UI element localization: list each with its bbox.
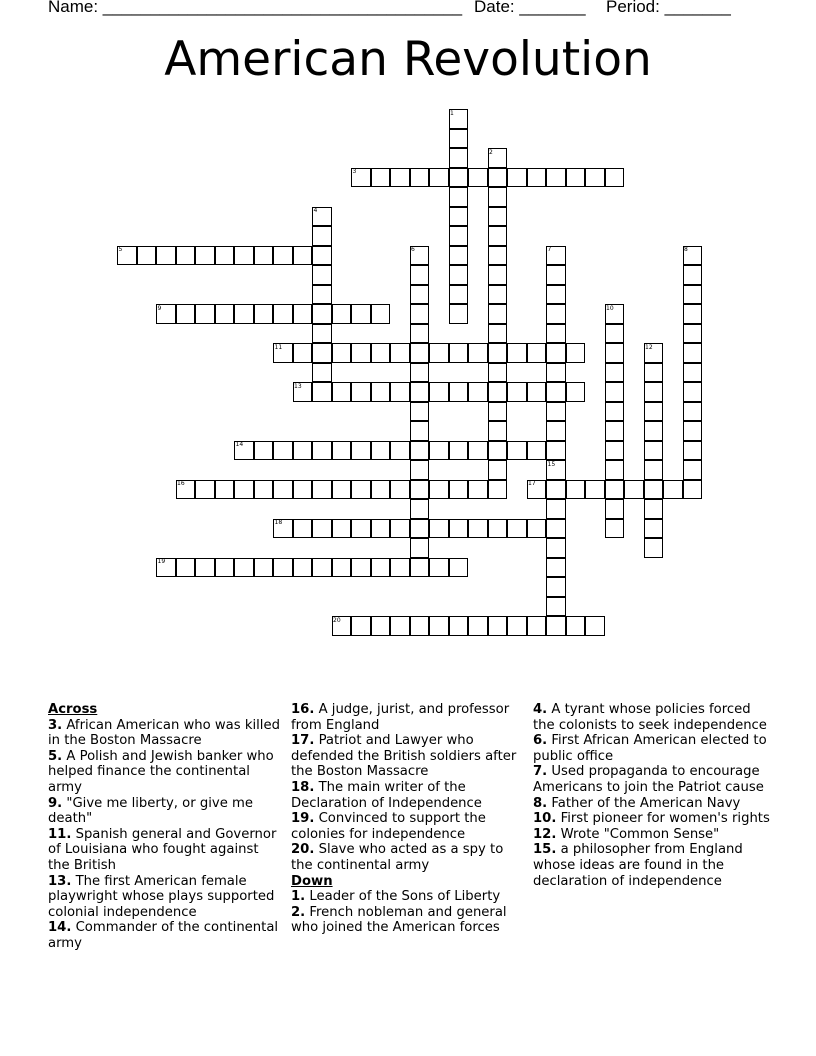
- puzzle-title: American Revolution: [164, 32, 652, 87]
- clue-across-16: 16. A judge, jurist, and professor from England: [291, 702, 510, 733]
- grid-cell[interactable]: [351, 304, 371, 324]
- grid-cell[interactable]: [644, 402, 664, 422]
- grid-cell[interactable]: [566, 168, 586, 188]
- clue-number-label: 4: [313, 207, 318, 214]
- grid-cell[interactable]: [488, 187, 508, 207]
- clue-across-17: 17. Patriot and Lawyer who defended the British soldiers after the Boston Massacre: [291, 733, 517, 780]
- grid-cell[interactable]: [293, 343, 313, 363]
- grid-cell[interactable]: [449, 265, 469, 285]
- grid-cell[interactable]: [371, 480, 391, 500]
- grid-cell[interactable]: [644, 343, 664, 363]
- grid-cell[interactable]: [117, 246, 137, 266]
- clue-number-label: 2: [489, 148, 493, 156]
- grid-cell[interactable]: [410, 460, 430, 480]
- grid-cell[interactable]: [410, 168, 430, 188]
- grid-cell[interactable]: [234, 304, 254, 324]
- grid-cell[interactable]: [371, 382, 391, 402]
- grid-cell[interactable]: [683, 363, 703, 383]
- grid-cell[interactable]: [429, 382, 449, 402]
- grid-cell[interactable]: [683, 324, 703, 344]
- grid-cell[interactable]: [624, 480, 644, 500]
- grid-cell[interactable]: [429, 558, 449, 578]
- clue-across-20: 20. Slave who acted as a spy to the continental army: [291, 842, 504, 873]
- clue-down-7: 7. Used propaganda to encourage Americans to join the Patriot cause: [533, 764, 764, 795]
- grid-cell[interactable]: [644, 363, 664, 383]
- grid-cell[interactable]: [507, 616, 527, 636]
- grid-cell[interactable]: [546, 324, 566, 344]
- grid-cell[interactable]: [546, 265, 566, 285]
- grid-cell[interactable]: [605, 519, 625, 539]
- grid-cell[interactable]: [488, 148, 508, 168]
- clue-across-13: 13. The first American female playwright whose plays supported colonial independence: [48, 873, 275, 920]
- grid-cell[interactable]: [683, 265, 703, 285]
- grid-cell[interactable]: [293, 382, 313, 402]
- clue-number-label: 9: [157, 304, 162, 312]
- clue-number-label: 6: [411, 246, 415, 253]
- grid-cell[interactable]: [488, 363, 508, 383]
- grid-cell[interactable]: [527, 382, 547, 402]
- clue-across-11: 11. Spanish general and Governor of Louisiana who fought against the British: [48, 826, 277, 873]
- grid-cell[interactable]: [273, 480, 293, 500]
- grid-cell[interactable]: [429, 519, 449, 539]
- grid-cell[interactable]: [312, 324, 332, 344]
- grid-cell[interactable]: [488, 421, 508, 441]
- grid-cell[interactable]: [527, 519, 547, 539]
- grid-cell[interactable]: [410, 519, 430, 539]
- grid-cell[interactable]: [312, 519, 332, 539]
- grid-cell[interactable]: [390, 382, 410, 402]
- clue-number-label: 16: [177, 480, 185, 487]
- grid-cell[interactable]: [683, 441, 703, 461]
- grid-cell[interactable]: [546, 285, 566, 305]
- grid-cell[interactable]: [605, 499, 625, 519]
- grid-cell[interactable]: [644, 480, 664, 500]
- grid-cell[interactable]: [468, 519, 488, 539]
- grid-cell[interactable]: [585, 168, 605, 188]
- grid-cell[interactable]: [351, 558, 371, 578]
- grid-cell[interactable]: [371, 616, 391, 636]
- grid-cell[interactable]: [410, 363, 430, 383]
- clue-number-label: 10: [606, 304, 614, 312]
- grid-cell[interactable]: [488, 168, 508, 188]
- grid-cell[interactable]: [683, 460, 703, 480]
- grid-cell[interactable]: [410, 343, 430, 363]
- grid-cell[interactable]: [312, 246, 332, 266]
- grid-cell[interactable]: [312, 480, 332, 500]
- clue-number-label: 18: [274, 519, 283, 526]
- grid-cell[interactable]: [507, 519, 527, 539]
- grid-cell[interactable]: [507, 382, 527, 402]
- grid-cell[interactable]: [410, 421, 430, 441]
- grid-cell[interactable]: [234, 558, 254, 578]
- grid-cell[interactable]: [176, 558, 196, 578]
- grid-cell[interactable]: [644, 460, 664, 480]
- grid-cell[interactable]: [234, 246, 254, 266]
- grid-cell[interactable]: [351, 343, 371, 363]
- clue-across-3: 3. African American who was killed in the Boston Massacre: [48, 717, 280, 749]
- grid-cell[interactable]: [273, 558, 293, 578]
- grid-cell[interactable]: [585, 480, 605, 500]
- grid-cell[interactable]: [215, 480, 235, 500]
- grid-cell[interactable]: [351, 441, 371, 461]
- grid-cell[interactable]: [312, 343, 332, 363]
- grid-cell[interactable]: [449, 382, 469, 402]
- grid-cell[interactable]: [683, 402, 703, 422]
- grid-cell[interactable]: [546, 538, 566, 558]
- grid-cell[interactable]: [683, 285, 703, 305]
- grid-cell[interactable]: [585, 616, 605, 636]
- clue-number-label: 12: [645, 343, 653, 351]
- grid-cell[interactable]: [410, 304, 430, 324]
- clues-column-3: [533, 702, 773, 889]
- grid-cell[interactable]: [351, 480, 371, 500]
- grid-cell[interactable]: [410, 480, 430, 500]
- clue-down-1: 1. Leader of the Sons of Liberty: [291, 889, 501, 905]
- grid-cell[interactable]: [605, 363, 625, 383]
- grid-cell[interactable]: [215, 304, 235, 324]
- grid-cell[interactable]: [546, 480, 566, 500]
- grid-cell[interactable]: [410, 246, 430, 266]
- grid-cell[interactable]: [195, 480, 215, 500]
- clues-column-2: [291, 702, 529, 936]
- grid-cell[interactable]: [605, 480, 625, 500]
- grid-cell[interactable]: [293, 441, 313, 461]
- grid-cell[interactable]: [683, 343, 703, 363]
- grid-cell[interactable]: [449, 207, 469, 227]
- clue-number-label: 20: [333, 616, 341, 624]
- clue-across-5: 5. A Polish and Jewish banker who helped finance the continental army: [48, 748, 274, 795]
- grid-cell[interactable]: [527, 441, 547, 461]
- grid-cell[interactable]: [410, 285, 430, 305]
- clue-number-label: 8: [684, 246, 688, 253]
- grid-cell[interactable]: [527, 616, 547, 636]
- grid-cell[interactable]: [137, 246, 157, 266]
- grid-cell[interactable]: [488, 246, 508, 266]
- grid-cell[interactable]: [527, 480, 547, 500]
- grid-cell[interactable]: [683, 480, 703, 500]
- grid-cell[interactable]: [605, 421, 625, 441]
- grid-cell[interactable]: [156, 246, 176, 266]
- grid-cell[interactable]: [390, 480, 410, 500]
- clue-down-10: 10. First pioneer for women's rights: [533, 811, 770, 827]
- grid-cell[interactable]: [546, 460, 566, 480]
- grid-cell[interactable]: [468, 168, 488, 188]
- grid-cell[interactable]: [410, 558, 430, 578]
- grid-cell[interactable]: [507, 168, 527, 188]
- grid-cell[interactable]: [312, 304, 332, 324]
- grid-cell[interactable]: [488, 519, 508, 539]
- grid-cell[interactable]: [351, 616, 371, 636]
- grid-cell[interactable]: [371, 519, 391, 539]
- grid-cell[interactable]: [488, 402, 508, 422]
- grid-cell[interactable]: [546, 343, 566, 363]
- across-heading: Across: [48, 702, 98, 717]
- grid-cell[interactable]: [293, 519, 313, 539]
- grid-cell[interactable]: [449, 246, 469, 266]
- grid-cell[interactable]: [449, 616, 469, 636]
- grid-cell[interactable]: [312, 207, 332, 227]
- grid-cell[interactable]: [293, 304, 313, 324]
- grid-cell[interactable]: [410, 499, 430, 519]
- grid-cell[interactable]: [546, 363, 566, 383]
- grid-cell[interactable]: [332, 343, 352, 363]
- grid-cell[interactable]: [449, 168, 469, 188]
- grid-cell[interactable]: [468, 441, 488, 461]
- date-field-label[interactable]: Date: _______: [474, 0, 586, 16]
- grid-cell[interactable]: [371, 343, 391, 363]
- grid-cell[interactable]: [332, 558, 352, 578]
- grid-cell[interactable]: [449, 304, 469, 324]
- clue-across-19: 19. Convinced to support the colonies for independence: [291, 811, 486, 842]
- grid-cell[interactable]: [605, 168, 625, 188]
- grid-cell[interactable]: [176, 304, 196, 324]
- grid-cell[interactable]: [410, 616, 430, 636]
- grid-cell[interactable]: [566, 480, 586, 500]
- grid-cell[interactable]: [488, 441, 508, 461]
- clues-column-1: [48, 702, 284, 952]
- grid-cell[interactable]: [527, 168, 547, 188]
- grid-cell[interactable]: [156, 558, 176, 578]
- grid-cell[interactable]: [488, 382, 508, 402]
- grid-cell[interactable]: [293, 558, 313, 578]
- clue-number-label: 17: [528, 480, 536, 487]
- grid-cell[interactable]: [293, 246, 313, 266]
- grid-cell[interactable]: [468, 616, 488, 636]
- grid-cell[interactable]: [390, 519, 410, 539]
- grid-cell[interactable]: [449, 226, 469, 246]
- grid-cell[interactable]: [507, 441, 527, 461]
- grid-cell[interactable]: [312, 265, 332, 285]
- grid-cell[interactable]: [488, 616, 508, 636]
- clue-across-14: 14. Commander of the continental army: [48, 920, 279, 951]
- grid-cell[interactable]: [527, 343, 547, 363]
- clue-down-8: 8. Father of the American Navy: [533, 795, 741, 811]
- grid-cell[interactable]: [273, 343, 293, 363]
- grid-cell[interactable]: [488, 304, 508, 324]
- grid-cell[interactable]: [449, 480, 469, 500]
- grid-cell[interactable]: [683, 304, 703, 324]
- grid-cell[interactable]: [332, 441, 352, 461]
- grid-cell[interactable]: [234, 480, 254, 500]
- grid-cell[interactable]: [449, 558, 469, 578]
- grid-cell[interactable]: [683, 421, 703, 441]
- grid-cell[interactable]: [390, 441, 410, 461]
- grid-cell[interactable]: [488, 265, 508, 285]
- grid-cell[interactable]: [195, 304, 215, 324]
- grid-cell[interactable]: [546, 499, 566, 519]
- grid-cell[interactable]: [332, 382, 352, 402]
- grid-cell[interactable]: [429, 616, 449, 636]
- grid-cell[interactable]: [449, 441, 469, 461]
- grid-cell[interactable]: [488, 226, 508, 246]
- grid-cell[interactable]: [546, 421, 566, 441]
- clue-number-label: 5: [118, 246, 123, 253]
- grid-cell[interactable]: [546, 246, 566, 266]
- clue-number-label: 15: [547, 460, 556, 468]
- grid-cell[interactable]: [488, 480, 508, 500]
- grid-cell[interactable]: [507, 343, 527, 363]
- grid-cell[interactable]: [605, 460, 625, 480]
- grid-cell[interactable]: [449, 519, 469, 539]
- grid-cell[interactable]: [254, 441, 274, 461]
- grid-cell[interactable]: [410, 538, 430, 558]
- grid-cell[interactable]: [566, 343, 586, 363]
- grid-cell[interactable]: [351, 519, 371, 539]
- grid-cell[interactable]: [488, 343, 508, 363]
- down-heading: Down: [291, 873, 333, 889]
- grid-cell[interactable]: [273, 304, 293, 324]
- grid-cell[interactable]: [488, 324, 508, 344]
- grid-cell[interactable]: [429, 480, 449, 500]
- clue-number-label: 7: [547, 246, 552, 253]
- grid-cell[interactable]: [332, 616, 352, 636]
- grid-cell[interactable]: [605, 304, 625, 324]
- grid-cell[interactable]: [371, 558, 391, 578]
- grid-cell[interactable]: [410, 265, 430, 285]
- grid-cell[interactable]: [546, 616, 566, 636]
- grid-cell[interactable]: [312, 441, 332, 461]
- grid-cell[interactable]: [176, 246, 196, 266]
- clue-across-9: 9. "Give me liberty, or give me death": [48, 795, 253, 827]
- grid-cell[interactable]: [195, 246, 215, 266]
- grid-cell[interactable]: [644, 441, 664, 461]
- grid-cell[interactable]: [546, 304, 566, 324]
- grid-cell[interactable]: [488, 207, 508, 227]
- grid-cell[interactable]: [234, 441, 254, 461]
- grid-cell[interactable]: [546, 577, 566, 597]
- clue-number-label: 14: [235, 441, 244, 448]
- grid-cell[interactable]: [605, 343, 625, 363]
- grid-cell[interactable]: [312, 226, 332, 246]
- grid-cell[interactable]: [371, 441, 391, 461]
- grid-cell[interactable]: [605, 382, 625, 402]
- grid-cell[interactable]: [254, 246, 274, 266]
- grid-cell[interactable]: [390, 616, 410, 636]
- grid-cell[interactable]: [546, 382, 566, 402]
- grid-cell[interactable]: [254, 480, 274, 500]
- grid-cell[interactable]: [390, 343, 410, 363]
- grid-cell[interactable]: [351, 382, 371, 402]
- grid-cell[interactable]: [429, 441, 449, 461]
- grid-cell[interactable]: [605, 441, 625, 461]
- grid-cell[interactable]: [449, 187, 469, 207]
- grid-cell[interactable]: [449, 148, 469, 168]
- grid-cell[interactable]: [546, 402, 566, 422]
- grid-cell[interactable]: [644, 519, 664, 539]
- grid-cell[interactable]: [312, 285, 332, 305]
- grid-cell[interactable]: [312, 558, 332, 578]
- clue-down-12: 12. Wrote "Common Sense": [533, 826, 720, 842]
- grid-cell[interactable]: [371, 304, 391, 324]
- grid-cell[interactable]: [605, 402, 625, 422]
- grid-cell[interactable]: [351, 168, 371, 188]
- grid-cell[interactable]: [332, 480, 352, 500]
- grid-cell[interactable]: [410, 402, 430, 422]
- grid-cell[interactable]: [254, 558, 274, 578]
- grid-cell[interactable]: [410, 382, 430, 402]
- grid-cell[interactable]: [449, 129, 469, 149]
- grid-cell[interactable]: [449, 343, 469, 363]
- clue-number-label: 1: [450, 109, 454, 117]
- grid-cell[interactable]: [390, 558, 410, 578]
- grid-cell[interactable]: [546, 168, 566, 188]
- grid-cell[interactable]: [293, 480, 313, 500]
- grid-cell[interactable]: [488, 460, 508, 480]
- grid-cell[interactable]: [215, 246, 235, 266]
- grid-cell[interactable]: [410, 324, 430, 344]
- grid-cell[interactable]: [195, 558, 215, 578]
- grid-cell[interactable]: [488, 285, 508, 305]
- grid-cell[interactable]: [449, 109, 469, 129]
- clue-across-18: 18. The main writer of the Declaration of Independence: [291, 779, 482, 811]
- grid-cell[interactable]: [410, 441, 430, 461]
- clue-number-label: 13: [294, 382, 302, 390]
- clue-down-6: 6. First African American elected to public office: [533, 733, 767, 764]
- grid-cell[interactable]: [644, 382, 664, 402]
- grid-cell[interactable]: [546, 558, 566, 578]
- grid-cell[interactable]: [156, 304, 176, 324]
- grid-cell[interactable]: [546, 597, 566, 617]
- grid-cell[interactable]: [176, 480, 196, 500]
- clue-number-label: 11: [274, 343, 283, 351]
- period-field-label[interactable]: Period: _______: [606, 0, 731, 16]
- clue-number-label: 3: [352, 168, 357, 175]
- grid-cell[interactable]: [390, 168, 410, 188]
- grid-cell[interactable]: [546, 519, 566, 539]
- grid-cell[interactable]: [683, 382, 703, 402]
- grid-cell[interactable]: [546, 441, 566, 461]
- grid-cell[interactable]: [215, 558, 235, 578]
- grid-cell[interactable]: [273, 519, 293, 539]
- grid-cell[interactable]: [566, 382, 586, 402]
- grid-cell[interactable]: [644, 421, 664, 441]
- grid-cell[interactable]: [332, 304, 352, 324]
- grid-cell[interactable]: [312, 363, 332, 383]
- grid-cell[interactable]: [371, 168, 391, 188]
- name-field-label[interactable]: Name: ______________________________________: [48, 0, 463, 16]
- grid-cell[interactable]: [566, 616, 586, 636]
- grid-cell[interactable]: [332, 519, 352, 539]
- grid-cell[interactable]: [468, 343, 488, 363]
- grid-cell[interactable]: [663, 480, 683, 500]
- grid-cell[interactable]: [449, 285, 469, 305]
- grid-cell[interactable]: [273, 441, 293, 461]
- clue-number-label: 19: [157, 558, 166, 565]
- grid-cell[interactable]: [273, 246, 293, 266]
- grid-cell[interactable]: [644, 538, 664, 558]
- grid-cell[interactable]: [429, 343, 449, 363]
- clue-down-2: 2. French nobleman and general who joined the American forces: [291, 904, 507, 936]
- grid-cell[interactable]: [468, 382, 488, 402]
- clue-down-15: 15. a philosopher from England whose ideas are found in the declaration of independence: [533, 842, 743, 889]
- grid-cell[interactable]: [605, 324, 625, 344]
- grid-cell[interactable]: [429, 168, 449, 188]
- grid-cell[interactable]: [312, 382, 332, 402]
- grid-cell[interactable]: [468, 480, 488, 500]
- grid-cell[interactable]: [254, 304, 274, 324]
- grid-cell[interactable]: [644, 499, 664, 519]
- clue-down-4: 4. A tyrant whose policies forced the colonists to seek independence: [533, 702, 767, 733]
- grid-cell[interactable]: [683, 246, 703, 266]
